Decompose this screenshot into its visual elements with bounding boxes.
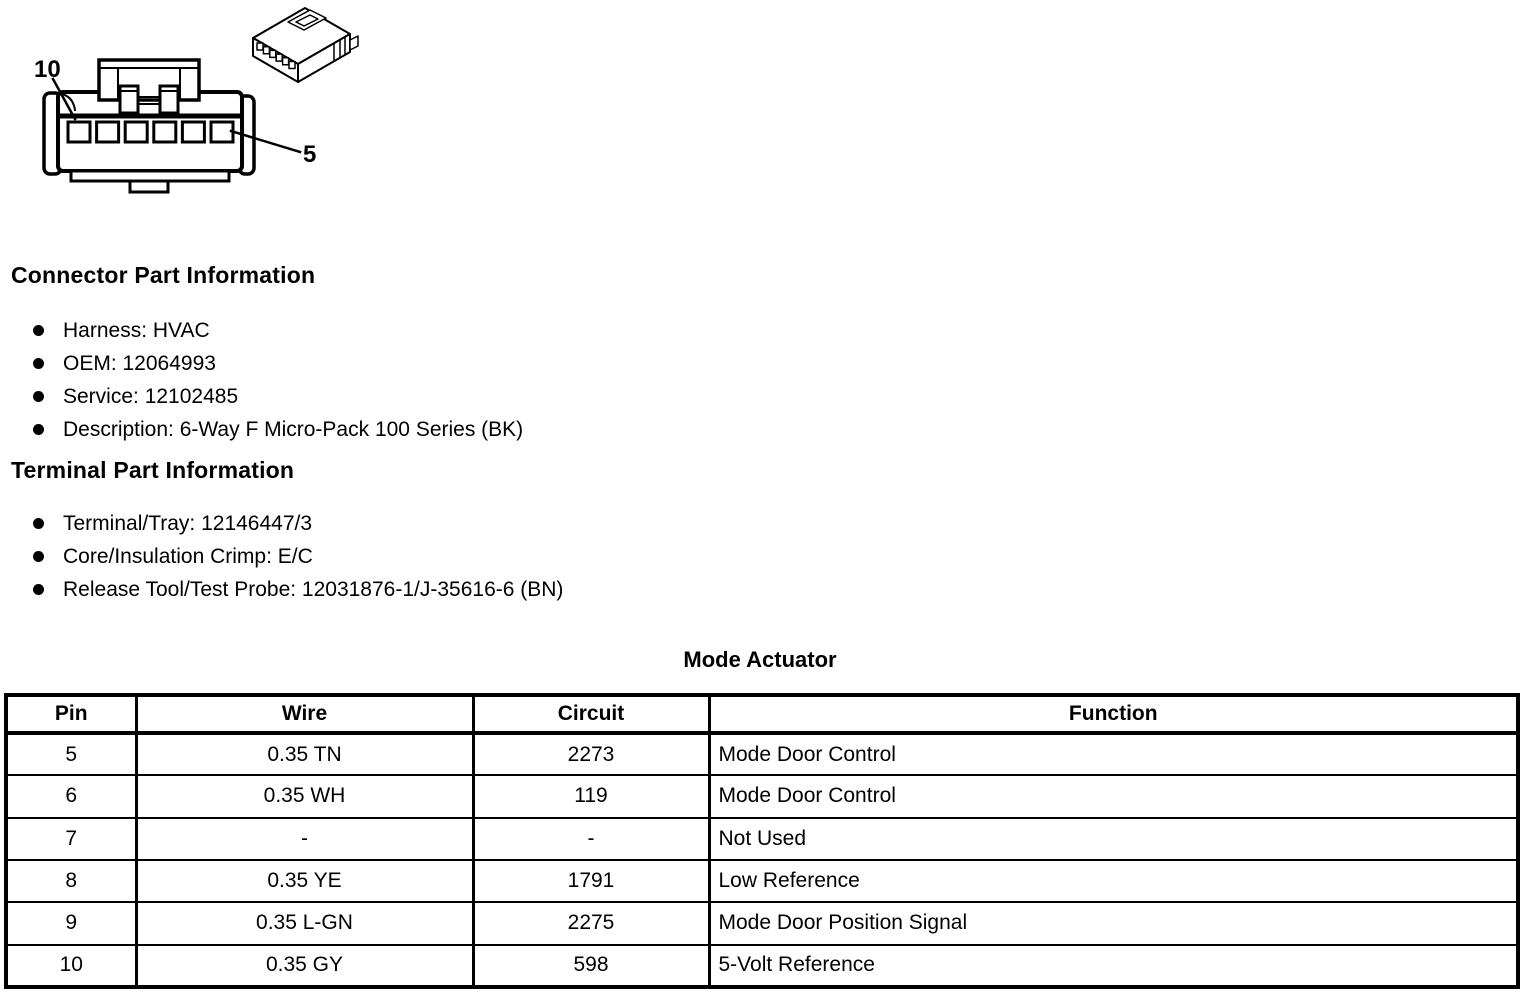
cell-pin: 7	[6, 818, 136, 860]
connector-front-view-diagram	[34, 56, 316, 192]
cell-wire: 0.35 TN	[136, 733, 473, 775]
cell-pin: 10	[6, 945, 136, 987]
list-item-text: Service: 12102485	[63, 384, 239, 408]
bullet-icon	[33, 584, 44, 595]
table-row	[6, 902, 1518, 944]
terminal-section-heading: Terminal Part Information	[11, 457, 295, 483]
cell-wire: -	[136, 818, 473, 860]
cell-circuit: 2275	[473, 902, 709, 944]
list-item-text: Release Tool/Test Probe: 12031876-1/J-35616-6 (BN)	[63, 577, 564, 601]
connector-diagram	[0, 0, 380, 220]
column-header-circuit: Circuit	[473, 695, 709, 733]
cell-pin: 9	[6, 902, 136, 944]
connector-section-heading: Connector Part Information	[11, 262, 316, 288]
table-row	[6, 818, 1518, 860]
list-item	[33, 347, 523, 380]
bullet-icon	[33, 551, 44, 562]
list-item	[33, 380, 523, 413]
list-item-text: Description: 6-Way F Micro-Pack 100 Series (BK)	[63, 417, 524, 441]
cell-pin: 6	[6, 775, 136, 817]
table-row	[6, 733, 1518, 775]
table-row	[6, 860, 1518, 902]
cell-function: 5-Volt Reference	[709, 945, 1518, 987]
cell-function: Mode Door Position Signal	[709, 902, 1518, 944]
cell-circuit: 2273	[473, 733, 709, 775]
cell-circuit: -	[473, 818, 709, 860]
pinout-table	[4, 693, 1520, 989]
pin-5-label: 5	[303, 141, 317, 168]
cell-function: Not Used	[709, 818, 1518, 860]
column-header-function: Function	[709, 695, 1518, 733]
cell-circuit: 598	[473, 945, 709, 987]
table-header-row	[6, 695, 1518, 733]
pin-10-label: 10	[34, 56, 61, 83]
cell-function: Low Reference	[709, 860, 1518, 902]
pinout-table-title: Mode Actuator	[683, 647, 837, 672]
bullet-icon	[33, 518, 44, 529]
bullet-icon	[33, 424, 44, 435]
connector-info-list	[33, 314, 523, 446]
cell-pin: 8	[6, 860, 136, 902]
table-row	[6, 945, 1518, 987]
list-item-text: OEM: 12064993	[63, 351, 216, 375]
bullet-icon	[33, 325, 44, 336]
list-item	[33, 413, 523, 446]
list-item	[33, 573, 563, 606]
connector-isometric-thumbnail	[253, 8, 358, 82]
list-item-text: Terminal/Tray: 12146447/3	[63, 511, 313, 535]
list-item-text: Core/Insulation Crimp: E/C	[63, 544, 313, 568]
table-row	[6, 775, 1518, 817]
cell-function: Mode Door Control	[709, 733, 1518, 775]
cell-wire: 0.35 YE	[136, 860, 473, 902]
cell-wire: 0.35 L-GN	[136, 902, 473, 944]
column-header-wire: Wire	[136, 695, 473, 733]
bullet-icon	[33, 358, 44, 369]
terminal-info-list	[33, 507, 563, 606]
cell-circuit: 1791	[473, 860, 709, 902]
cell-wire: 0.35 GY	[136, 945, 473, 987]
cell-function: Mode Door Control	[709, 775, 1518, 817]
cell-circuit: 119	[473, 775, 709, 817]
list-item	[33, 507, 563, 540]
bullet-icon	[33, 391, 44, 402]
column-header-pin: Pin	[6, 695, 136, 733]
list-item	[33, 540, 563, 573]
list-item	[33, 314, 523, 347]
list-item-text: Harness: HVAC	[63, 318, 210, 342]
cell-wire: 0.35 WH	[136, 775, 473, 817]
cell-pin: 5	[65, 742, 78, 766]
